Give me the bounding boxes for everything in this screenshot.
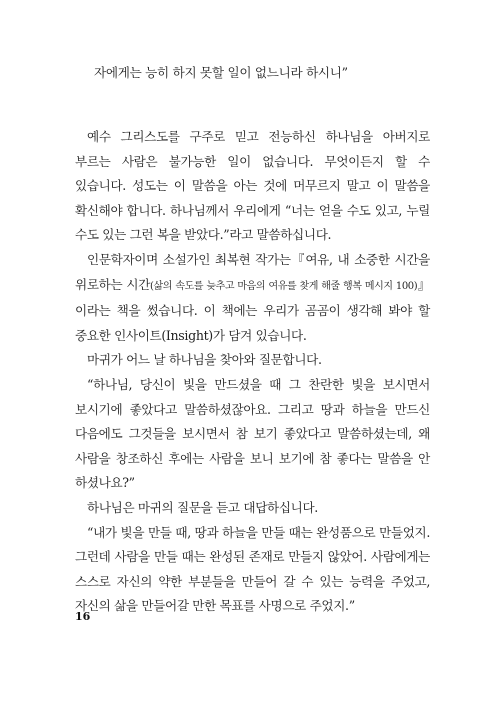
paragraph-faith: 예수 그리스도를 구주로 믿고 전능하신 하나님을 아버지로 부르는 사람은 불가능한 일이 없습니다. 무엇이든지 할 수 있습니다. 성도는 이 말씀을 아는 것에 머무르지 말고 이 말씀을 확신해야 합니다. 하나님께서 우리에게 “너는 얻을 수도 있고, 누릴 수도 있는 그런 복을 받았다.”라고 말씀하십니다.	[75, 129, 430, 243]
quote-continuation: 자에게는 능히 하지 못할 일이 없느니라 하시니”	[94, 65, 348, 80]
paragraph-god-answer: “내가 빛을 만들 때, 땅과 하늘을 만들 때는 완성품으로 만들었지. 그런데 사람을 만들 때는 완성된 존재로 만들지 않았어. 사람에게는 스스로 자신의 약한 부분들을 만들어 갈 수 있는 능력을 주었고, 자신의 삶을 만들어갈 만한 목표를 사명으로 주었지.”	[75, 524, 430, 614]
body-text	[75, 125, 430, 619]
page-number: 16	[75, 610, 91, 623]
book-subtitle: (삶의 속도를 늦추고 마음의 여유를 찾게 해줄 행복 메시지 100)	[150, 280, 418, 292]
paragraph-devil-visit: 마귀가 어느 날 하나님을 찾아와 질문합니다.	[87, 352, 322, 368]
paragraph-god-listens: 하나님은 마귀의 질문을 듣고 대답하십니다.	[87, 499, 318, 515]
paragraph-book-reference	[75, 248, 430, 348]
paragraph-devil-question: “하나님, 당신이 빛을 만드셨을 때 그 찬란한 빛을 보시면서 보시기에 좋았다고 말씀하셨잖아요. 그리고 땅과 하늘을 만드신 다음에도 그것들을 보시면서 참 보기 좋았다고 말씀하셨는데, 왜 사람을 창조하신 후에는 사람을 보니 보기에 참 좋다는 말씀을 안 하셨나요?”	[75, 376, 430, 491]
book-reference-rest: 』이라는 책을 썼습니다. 이 책에는 우리가 곰곰이 생각해 봐야 할 중요한 인사이트(Insight)가 담겨 있습니다.	[75, 276, 430, 343]
book-reference-text: 인문학자이며 소설가인 최복현 작가는『여유, 내 소중한 시간을 위로하는 시간	[75, 251, 430, 292]
